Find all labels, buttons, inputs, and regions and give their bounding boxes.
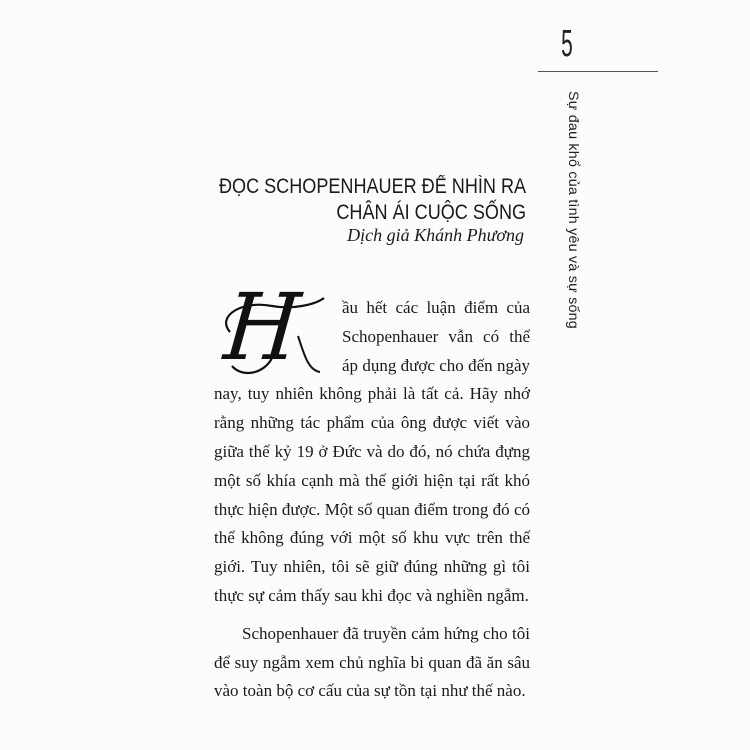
body-text [214, 274, 530, 706]
page-number: 5 [561, 23, 573, 65]
paragraph-2: Schopenhauer đã truyền cảm hứng cho tôi để suy ngẫm xem chủ nghĩa bi quan đã ăn sâu vào toàn bộ cơ cấu của sự tồn tại như thế nào. [214, 623, 530, 701]
header-rule [538, 71, 658, 72]
chapter-title [219, 174, 526, 226]
paragraph-1 [214, 274, 530, 611]
translator-credit: Dịch giả Khánh Phương [347, 225, 524, 245]
running-head: Sự đau khổ của tình yêu và sự sống [566, 91, 581, 329]
dropcap-letter: H [220, 274, 305, 381]
paragraph-1-text: ầu hết các luận điểm của Schopenhauer vẫn có thể áp dụng được cho đến ngày nay, tuy nhiên không phải là tất cả. Hãy nhớ rằng những tác phẩm của ông được viết vào giữa thế kỷ 19 ở Đức và do đó, nó chứa đựng một số khía cạnh mà thế giới hiện tại rất khó thực hiện được. Một số quan điểm trong đó có thể không đúng với một số khu vực trên thế giới. Tuy nhiên, tôi sẽ giữ đúng những gì tôi thực sự cảm thấy sau khi đọc và nghiền ngẫm. [214, 298, 530, 605]
dropcap [212, 274, 336, 381]
chapter-title-line-2: CHÂN ÁI CUỘC SỐNG [336, 201, 526, 224]
chapter-title-line-1: ĐỌC SCHOPENHAUER ĐỂ NHÌN RA [218, 175, 526, 198]
